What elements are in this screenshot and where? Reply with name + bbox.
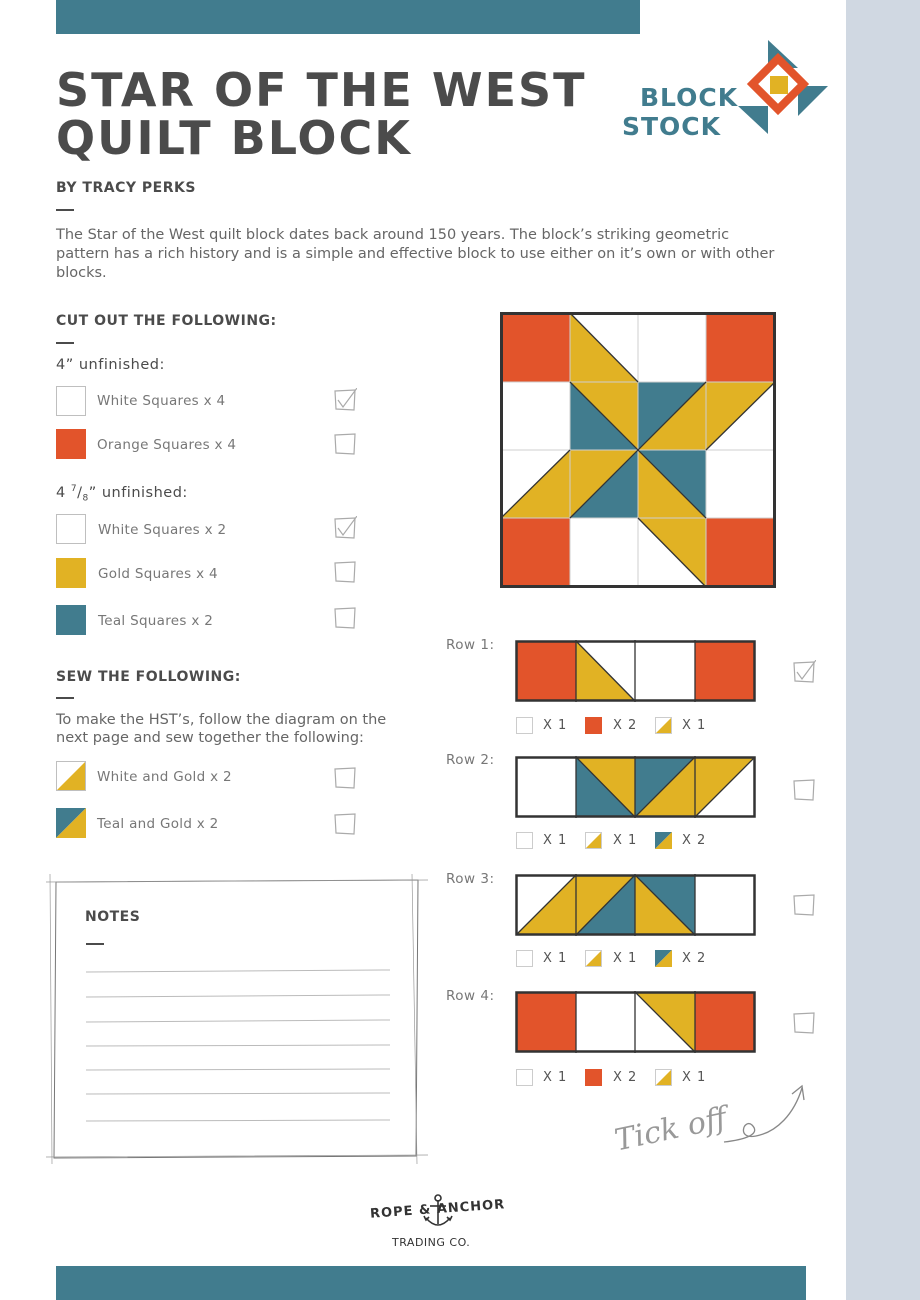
block-stock-logo: [620, 38, 830, 141]
footer-logo-title: ROPE & ANCHOR: [369, 1197, 506, 1222]
cut-group-1-label: 4” unfinished:: [56, 357, 165, 373]
bottom-bar: [56, 1266, 806, 1300]
logo-text-block: BLOCK: [640, 83, 739, 112]
byline: BY TRACY PERKS: [56, 180, 196, 196]
white-swatch: [56, 514, 86, 544]
legend-teal-gold-hst: [655, 832, 672, 849]
top-bar: [56, 0, 640, 34]
legend-white-swatch: [516, 1069, 533, 1086]
legend-white-swatch: [516, 950, 533, 967]
legend-white-swatch: [516, 717, 533, 734]
cut-item-label: Teal Squares x 2: [98, 613, 214, 629]
divider-dash: [56, 209, 74, 211]
row-1-diagram: [515, 640, 756, 702]
gold-swatch: [56, 558, 86, 588]
row-checkbox[interactable]: [792, 1011, 816, 1035]
sew-item-label: Teal and Gold x 2: [97, 816, 219, 832]
checkbox[interactable]: [333, 560, 357, 584]
legend-white-gold-hst: [585, 950, 602, 967]
legend-white-gold-hst: [585, 832, 602, 849]
title-line-2: QUILT BLOCK: [56, 111, 412, 165]
legend-white-gold-hst: [655, 1069, 672, 1086]
tick-off-note: Tick off: [611, 1100, 730, 1159]
checkbox[interactable]: [333, 812, 357, 836]
legend-teal-gold-hst: [655, 950, 672, 967]
side-strip: [846, 0, 920, 1300]
logo-text-stock: STOCK: [622, 112, 722, 141]
white-gold-hst-swatch: [56, 761, 86, 791]
white-swatch: [56, 386, 86, 416]
legend-white-gold-hst: [655, 717, 672, 734]
legend-count: X 2: [613, 1070, 638, 1085]
row-3-label: Row 3:: [446, 871, 495, 887]
legend-white-swatch: [516, 832, 533, 849]
sew-item-label: White and Gold x 2: [97, 769, 232, 785]
checkbox[interactable]: [333, 432, 357, 456]
legend-count: X 1: [682, 1070, 707, 1085]
title-line-1: STAR OF THE WEST: [56, 63, 587, 117]
row-checkbox[interactable]: [792, 893, 816, 917]
divider-dash: [56, 697, 74, 699]
row-1-label: Row 1:: [446, 637, 495, 653]
cut-heading: CUT OUT THE FOLLOWING:: [56, 313, 277, 329]
legend-orange-swatch: [585, 1069, 602, 1086]
legend-count: X 1: [613, 951, 638, 966]
legend-count: X 1: [682, 718, 707, 733]
row-checkbox-checked[interactable]: [792, 660, 816, 684]
row-2-diagram: [515, 756, 756, 818]
quilt-block-diagram: [500, 312, 776, 588]
arrow-icon: [722, 1080, 812, 1150]
checkbox[interactable]: [333, 606, 357, 630]
footer-logo-subtitle: TRADING CO.: [392, 1236, 471, 1249]
checkbox-checked[interactable]: [333, 516, 357, 540]
teal-swatch: [56, 605, 86, 635]
row-checkbox[interactable]: [792, 778, 816, 802]
legend-count: X 2: [613, 718, 638, 733]
row-3-diagram: [515, 874, 756, 936]
sew-heading: SEW THE FOLLOWING:: [56, 669, 241, 685]
orange-swatch: [56, 429, 86, 459]
divider-dash: [56, 342, 74, 344]
checkbox-checked[interactable]: [333, 388, 357, 412]
legend-count: X 1: [613, 833, 638, 848]
divider-dash: [86, 943, 104, 945]
legend-count: X 1: [543, 718, 568, 733]
cut-group-2-label: 4 $^7/_8$” unfinished:: [56, 484, 188, 504]
intro-paragraph: The Star of the West quilt block dates back around 150 years. The block’s striking geometric pattern has a rich history and is a simple and effective block to use either on it’s own or with other blocks.: [56, 227, 775, 281]
cut-item-label: White Squares x 2: [98, 522, 227, 538]
sew-instructions: To make the HST’s, follow the diagram on the next page and sew together the following:: [56, 712, 387, 746]
legend-count: X 1: [543, 833, 568, 848]
page-title: [56, 63, 616, 165]
legend-count: X 1: [543, 951, 568, 966]
cut-item-label: Gold Squares x 4: [98, 566, 218, 582]
legend-orange-swatch: [585, 717, 602, 734]
legend-count: X 1: [543, 1070, 568, 1085]
cut-item-label: White Squares x 4: [97, 393, 226, 409]
cut-item-label: Orange Squares x 4: [97, 437, 237, 453]
checkbox[interactable]: [333, 766, 357, 790]
row-4-diagram: [515, 991, 756, 1053]
teal-gold-hst-swatch: [56, 808, 86, 838]
legend-count: X 2: [682, 951, 707, 966]
row-2-label: Row 2:: [446, 752, 495, 768]
row-4-label: Row 4:: [446, 988, 495, 1004]
notes-heading: NOTES: [85, 909, 141, 925]
legend-count: X 2: [682, 833, 707, 848]
